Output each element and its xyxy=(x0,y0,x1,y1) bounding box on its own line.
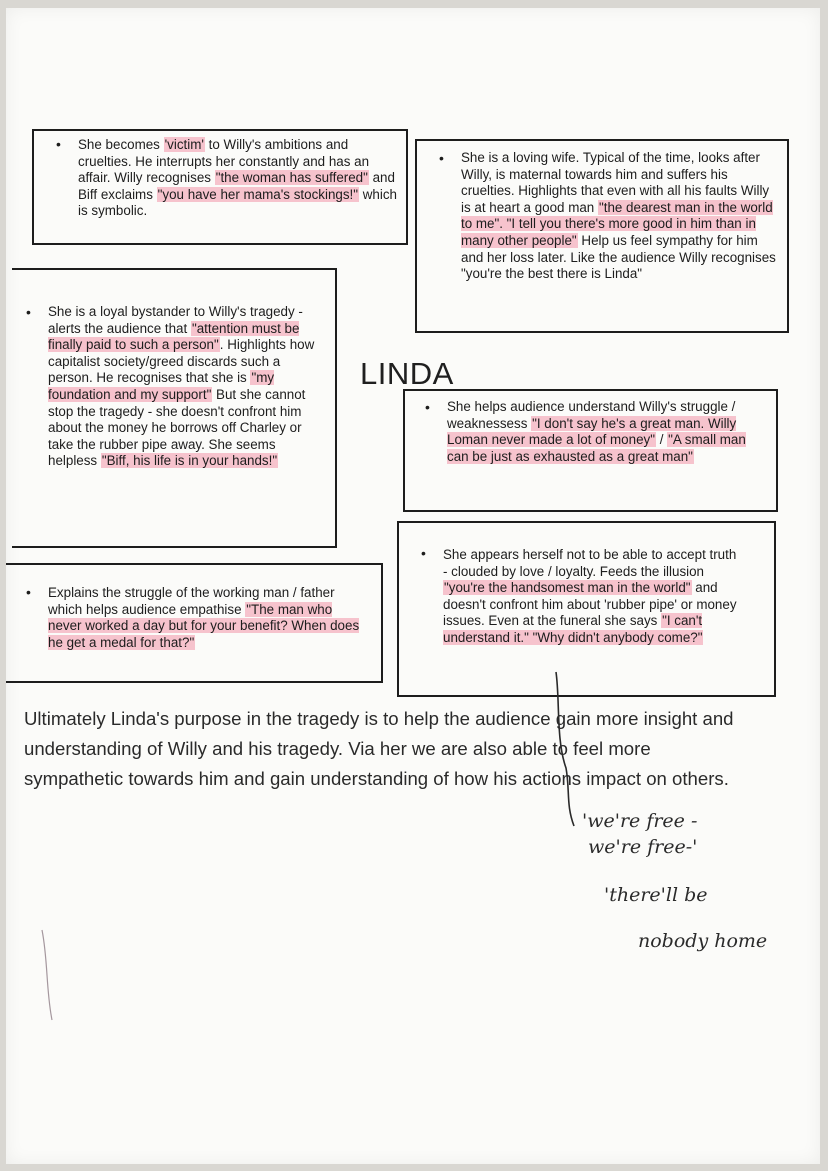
handwritten-note-line-4: nobody home xyxy=(638,930,768,952)
note-text-struggle: She helps audience understand Willy's struggle / weaknessess "I don't say he's a great man. Willy Loman never made a lot of money" / "A small man can be just as exhausted as a great man" xyxy=(447,399,746,464)
bullet-icon: • xyxy=(26,584,31,600)
note-text-loving-wife: She is a loving wife. Typical of the time, looks after Willy, is maternal towards him and suffers his cruelties. Highlights that even with all his faults Willy is at heart a good man "the dearest man in the world to me". "I tell you there's more good in him than in many other people" Help us feel sympathy for him and her loss later. Like the audience Willy recognises "you're the best there is Linda" xyxy=(461,150,776,282)
conclusion-paragraph: Ultimately Linda's purpose in the tragedy is to help the audience gain more insight and understanding of Willy and his tragedy. Via her we are also able to feel more sympathetic towards him and gain understanding of how his actions impact on others. xyxy=(24,708,734,789)
bullet-icon: • xyxy=(425,399,430,415)
bullet-icon: • xyxy=(26,304,31,320)
bullet-icon: • xyxy=(439,150,444,166)
page-title: LINDA xyxy=(360,356,454,391)
note-text-truth: She appears herself not to be able to accept truth - clouded by love / loyalty. Feeds the illusion "you're the handsomest man in the world" and doesn't confront him about 'rubber pipe' or money issues. Even at the funeral she says "I can't understand it." "Why didn't anybody come?" xyxy=(443,547,737,645)
handwritten-note-line-3: 'there'll be xyxy=(604,884,708,906)
note-text-bystander: She is a loyal bystander to Willy's tragedy - alerts the audience that "attention must be finally paid to such a person". Highlights how capitalist society/greed discards such a person. He recognises that she is "my foundation and my support" But she cannot stop the tragedy - she doesn't confront him about the money he borrows off Charley or take the rubber pipe away. She seems helpless "Biff, his life is in your hands!" xyxy=(48,304,315,469)
handwritten-note-line-2: we're free-' xyxy=(588,836,698,858)
note-text-working-man: Explains the struggle of the working man / father which helps audience empathise "The man who never worked a day but for your benefit? When does he get a medal for that?" xyxy=(48,585,360,650)
bullet-icon: • xyxy=(421,545,426,561)
pen-stroke-margin xyxy=(42,930,52,1020)
note-text-victim: She becomes 'victim' to Willy's ambitions and cruelties. He interrupts her constantly and has an affair. Willy recognises "the woman has suffered" and Biff exclaims "you have her mama's stockings!" which is symbolic. xyxy=(78,137,397,219)
handwritten-note-line-1: 'we're free - xyxy=(582,810,698,832)
bullet-icon: • xyxy=(56,136,61,152)
pen-stroke-arrow xyxy=(556,672,574,826)
